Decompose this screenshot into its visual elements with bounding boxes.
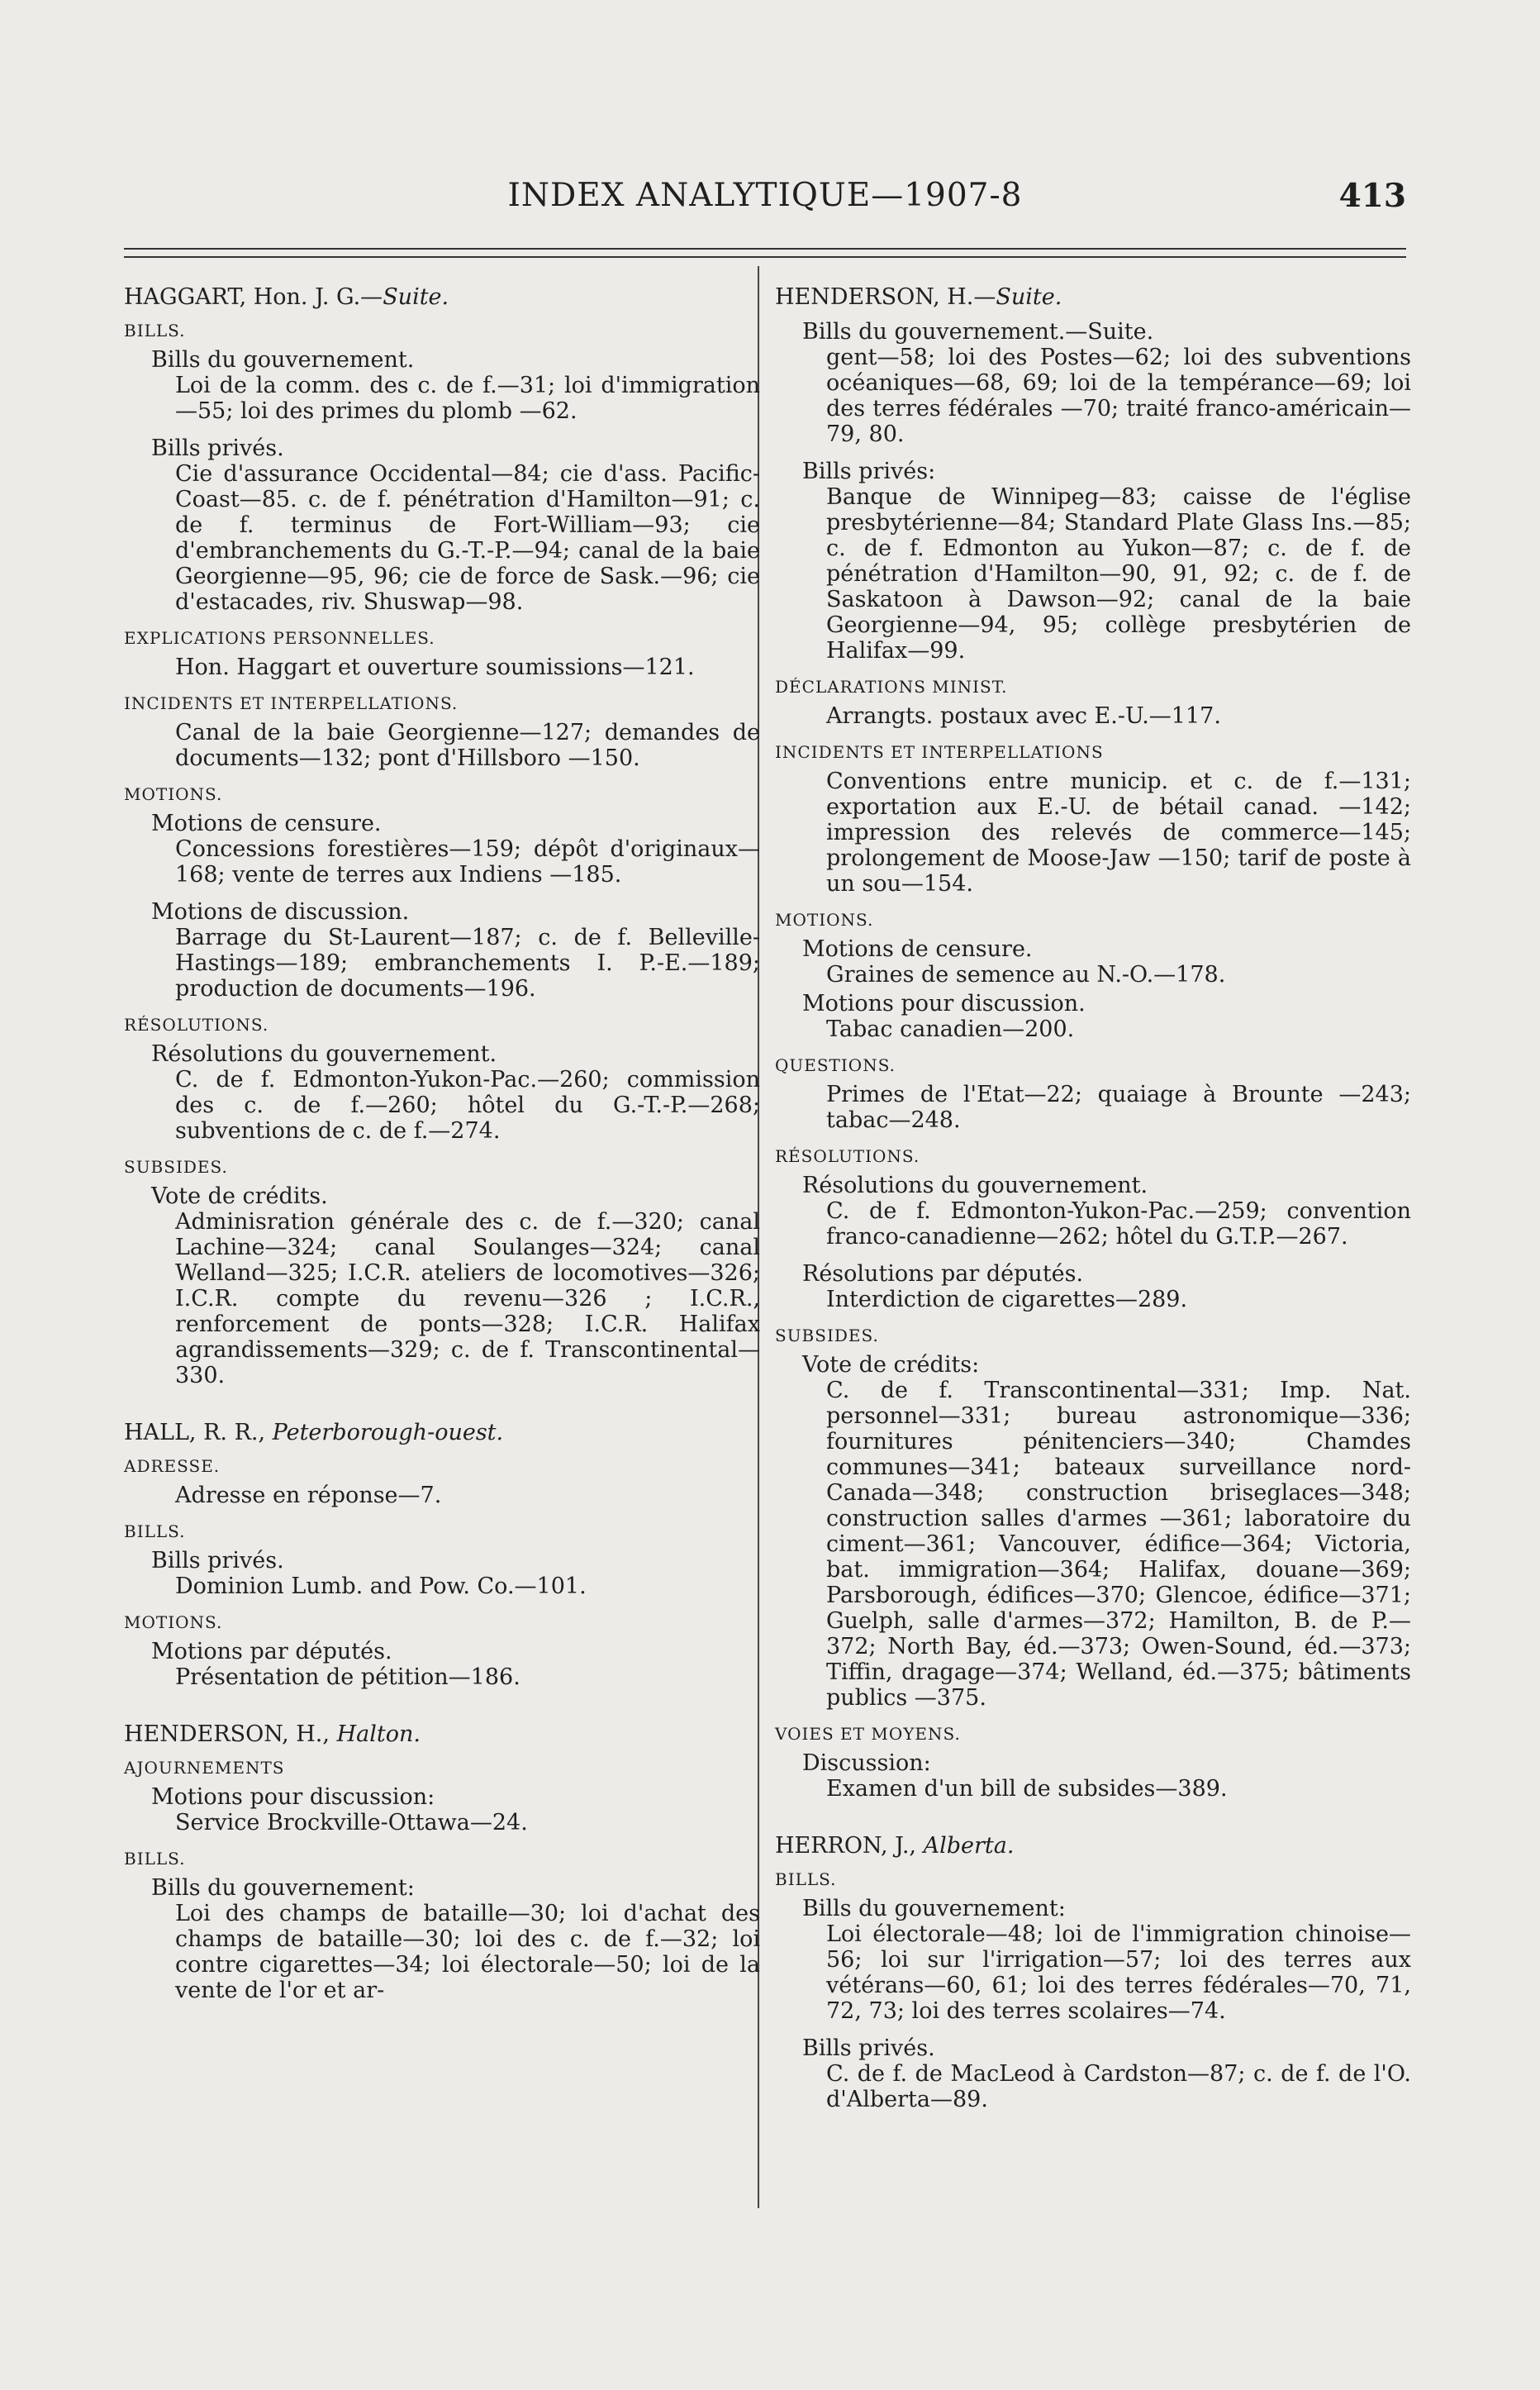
subsection-heading: Discussion:	[802, 1750, 931, 1776]
entry-text: Présentation de pétition—186.	[175, 1664, 520, 1690]
entry-name: HERRON, J.,	[775, 1833, 924, 1859]
entry-text: Loi électorale—48; loi de l'immigration chinoise—56; loi sur l'irrigation—57; loi des terres aux vétérans—60, 61; loi des terres fédérales—70, 71, 72, 73; loi des terres scolaires—74.	[826, 1921, 1411, 2024]
section-heading: BILLS.	[124, 321, 186, 340]
entry-note: Suite.	[383, 284, 449, 310]
entry-heading	[124, 284, 760, 311]
entry-henderson-suite	[775, 284, 1411, 1802]
entry-text: Interdiction de cigarettes—289.	[826, 1287, 1188, 1312]
section-heading: RÉSOLUTIONS.	[775, 1146, 920, 1166]
entry-text: Concessions forestières—159; dépôt d'originaux—168; vente de terres aux Indiens —185.	[175, 836, 760, 888]
subsection-heading: Résolutions du gouvernement.	[151, 1041, 497, 1067]
section-heading: SUBSIDES.	[775, 1326, 879, 1345]
subsection-heading: Bills privés.	[802, 2035, 935, 2061]
subsection-heading: Bills du gouvernement.—Suite.	[802, 319, 1154, 345]
entry-name: HENDERSON, H.,	[124, 1721, 337, 1747]
section-heading: INCIDENTS ET INTERPELLATIONS	[775, 742, 1104, 762]
running-head	[124, 177, 1406, 221]
section-heading: EXPLICATIONS PERSONNELLES.	[124, 628, 435, 648]
header-rule	[124, 248, 1406, 250]
entry-note: Suite.	[996, 284, 1062, 310]
section-heading: BILLS.	[775, 1869, 837, 1889]
section-heading: QUESTIONS.	[775, 1055, 896, 1075]
subsection-heading: Résolutions du gouvernement.	[802, 1173, 1148, 1198]
entry-text: Canal de la baie Georgienne—127; demandes de documents—132; pont d'Hillsboro —150.	[175, 720, 760, 771]
section-heading: SUBSIDES.	[124, 1157, 228, 1177]
entry-note: Alberta.	[923, 1833, 1015, 1859]
entry-note: Peterborough-ouest.	[272, 1420, 504, 1445]
entry-text: Conventions entre municip. et c. de f.—131; exportation aux E.-U. de bétail canad. —142; impression des relevés de commerce—145; prolongement de Moose-Jaw —150; tarif de poste à un sou—154.	[826, 769, 1411, 897]
subsection-heading: Bills du gouvernement.	[151, 347, 415, 373]
entry-heading	[124, 1721, 760, 1748]
section-heading: AJOURNEMENTS	[124, 1758, 285, 1778]
entry-haggart	[124, 284, 760, 1388]
entry-heading	[775, 1833, 1411, 1859]
subsection-heading: Bills du gouvernement:	[802, 1896, 1066, 1921]
entry-text: Loi des champs de bataille—30; loi d'achat des champs de bataille—30; loi des c. de f.—32; loi contre cigarettes—34; loi électorale—50; loi de la vente de l'or et ar-	[175, 1901, 760, 2003]
left-column	[124, 284, 760, 2035]
page-title: INDEX ANALYTIQUE—1907-8	[507, 177, 1023, 214]
subsection-heading: Bills privés:	[802, 459, 936, 484]
section-heading: MOTIONS.	[775, 910, 874, 930]
entry-text: Cie d'assurance Occidental—84; cie d'ass. Pacific-Coast—85. c. de f. pénétration d'Hamilton—91; c. de f. terminus de Fort-William—93; cie d'embranchements du G.-T.-P.—94; canal de la baie Georgienne—95, 96; cie de force de Sask.—96; cie d'estacades, riv. Shuswap—98.	[175, 461, 760, 615]
entry-note: Halton.	[336, 1721, 421, 1747]
subsection-heading: Motions par députés.	[151, 1639, 392, 1664]
subsection-heading: Bills du gouvernement:	[151, 1875, 415, 1901]
header-rule-double	[124, 256, 1406, 258]
entry-text: C. de f. Transcontinental—331; Imp. Nat. personnel—331; bureau astronomique—336; fournitures pénitenciers—340; Chamdes communes—341; bateaux surveillance nord-Canada—348; construction briseglaces—348; construction salles d'armes —361; laboratoire du ciment—361; Vancouver, édifice—364; Victoria, bat. immigration—364; Halifax, douane—369; Parsborough, édifices—370; Glencoe, édifice—371; Guelph, salle d'armes—372; Hamilton, B. de P.—372; North Bay, éd.—373; Owen-Sound, éd.—373; Tiffin, dragage—374; Welland, éd.—375; bâtiments publics —375.	[826, 1378, 1411, 1711]
section-heading: ADRESSE.	[124, 1456, 221, 1476]
entry-text: Adresse en réponse—7.	[175, 1483, 442, 1508]
entry-text: gent—58; loi des Postes—62; loi des subventions océaniques—68, 69; loi de la tempérance—69; loi des terres fédérales —70; traité franco-américain—79, 80.	[826, 345, 1411, 447]
entry-text: Hon. Haggart et ouverture soumissions—121.	[175, 655, 695, 680]
entry-name: HAGGART, Hon. J. G.—	[124, 284, 383, 310]
subsection-heading: Vote de crédits:	[802, 1352, 980, 1378]
subsection-heading: Motions de censure.	[802, 936, 1033, 962]
section-heading: BILLS.	[124, 1849, 186, 1869]
entry-text: Arrangts. postaux avec E.-U.—117.	[826, 703, 1221, 729]
subsection-heading: Motions de discussion.	[151, 899, 410, 925]
entry-hall	[124, 1420, 760, 1690]
subsection-heading: Bills privés.	[151, 1548, 284, 1573]
entry-text: C. de f. de MacLeod à Cardston—87; c. de f. de l'O. d'Alberta—89.	[826, 2061, 1411, 2112]
entry-herron	[775, 1833, 1411, 2112]
right-column	[775, 284, 1411, 2144]
section-heading: MOTIONS.	[124, 784, 223, 804]
entry-text: Examen d'un bill de subsides—389.	[826, 1776, 1228, 1802]
section-heading: DÉCLARATIONS MINIST.	[775, 677, 1008, 697]
section-heading: VOIES ET MOYENS.	[775, 1724, 961, 1744]
subsection-heading: Motions pour discussion:	[151, 1784, 435, 1810]
entry-text: Barrage du St-Laurent—187; c. de f. Belleville-Hastings—189; embranchements I. P.-E.—189; production de documents—196.	[175, 925, 760, 1002]
section-heading: MOTIONS.	[124, 1612, 223, 1632]
subsection-heading: Bills privés.	[151, 436, 284, 461]
entry-heading	[775, 284, 1411, 311]
entry-name: HALL, R. R.,	[124, 1420, 273, 1445]
entry-text: Dominion Lumb. and Pow. Co.—101.	[175, 1573, 587, 1599]
entry-text: Adminisration générale des c. de f.—320; canal Lachine—324; canal Soulanges—324; canal Welland—325; I.C.R. ateliers de locomotives—326; I.C.R. compte du revenu—326 ; I.C.R., renforcement de ponts—328; I.C.R. Halifax agrandissements—329; c. de f. Transcontinental—330.	[175, 1209, 760, 1388]
subsection-heading: Vote de crédits.	[151, 1183, 328, 1209]
entry-text: Loi de la comm. des c. de f.—31; loi d'immigration—55; loi des primes du plomb —62.	[175, 373, 760, 424]
section-heading: RÉSOLUTIONS.	[124, 1015, 269, 1035]
entry-text: Banque de Winnipeg—83; caisse de l'église presbytérienne—84; Standard Plate Glass Ins.—85; c. de f. Edmonton au Yukon—87; c. de f. de pénétration d'Hamilton—90, 91, 92; c. de f. de Saskatoon à Dawson—92; canal de la baie Georgienne—94, 95; collège presbytérien de Halifax—99.	[826, 484, 1411, 664]
entry-name: HENDERSON, H.—	[775, 284, 996, 310]
subsection-heading: Motions pour discussion.	[802, 991, 1086, 1016]
entry-text: Service Brockville-Ottawa—24.	[175, 1810, 528, 1835]
entry-text: Tabac canadien—200.	[826, 1016, 1075, 1042]
subsection-heading: Motions de censure.	[151, 811, 382, 836]
entry-heading	[124, 1420, 760, 1446]
page-number: 413	[1338, 177, 1406, 215]
entry-text: C. de f. Edmonton-Yukon-Pac.—259; convention franco-canadienne—262; hôtel du G.T.P.—267.	[826, 1198, 1411, 1250]
subsection-heading: Résolutions par députés.	[802, 1261, 1084, 1287]
entry-text: Graines de semence au N.-O.—178.	[826, 962, 1226, 988]
entry-henderson	[124, 1721, 760, 2003]
section-heading: INCIDENTS ET INTERPELLATIONS.	[124, 693, 459, 713]
entry-text: C. de f. Edmonton-Yukon-Pac.—260; commission des c. de f.—260; hôtel du G.-T.-P.—268; subventions de c. de f.—274.	[175, 1067, 760, 1144]
section-heading: BILLS.	[124, 1521, 186, 1541]
entry-text: Primes de l'Etat—22; quaiage à Brounte —243; tabac—248.	[826, 1082, 1411, 1133]
